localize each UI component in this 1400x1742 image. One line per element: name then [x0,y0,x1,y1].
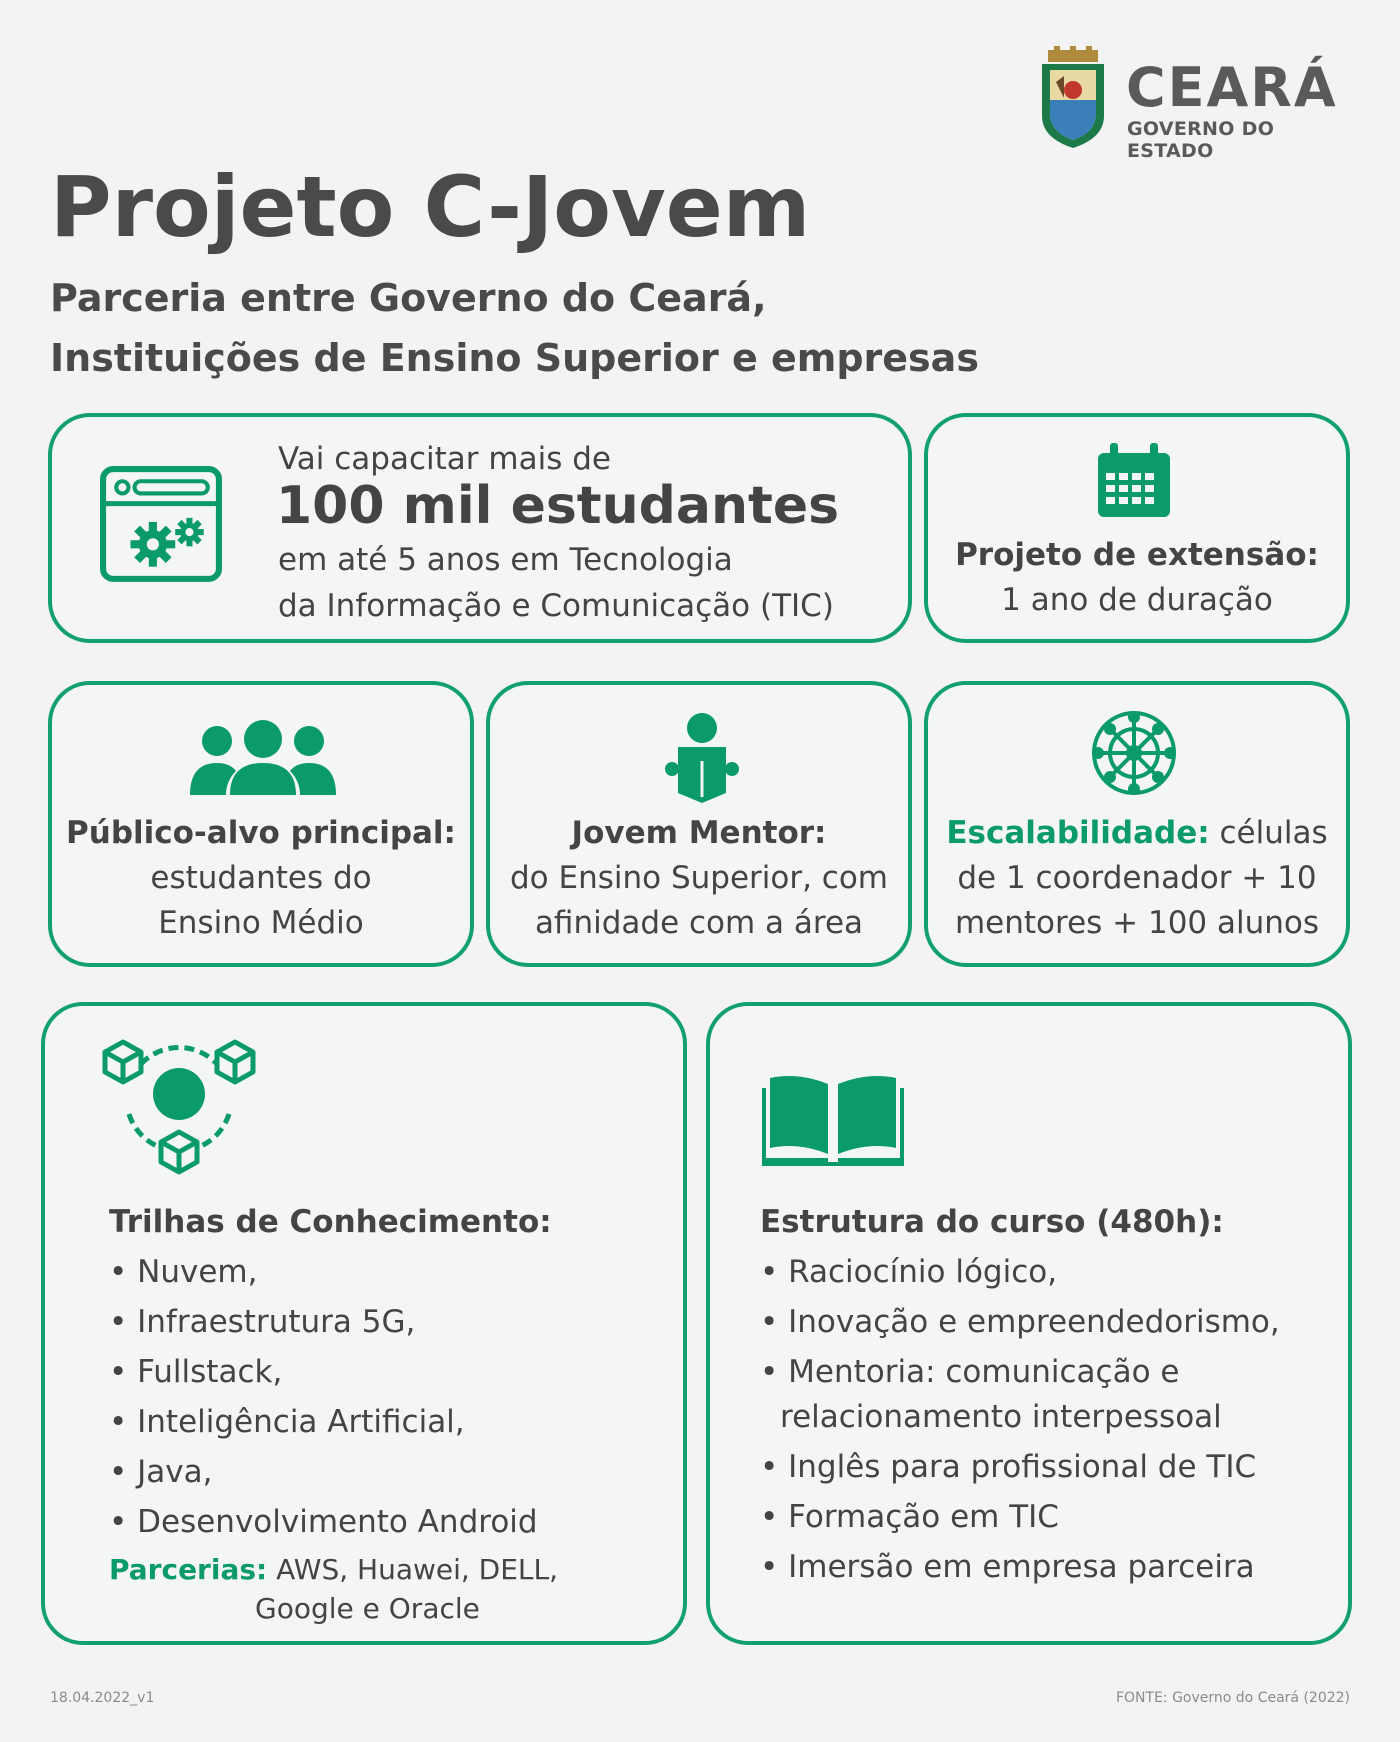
card-mentor [486,681,912,967]
card-publico [48,681,474,967]
escalabilidade-line-1 [928,811,1346,856]
publico-line-2: Ensino Médio [158,905,364,941]
browser-gears-icon [100,465,222,587]
capacitar-line-1: em até 5 anos em Tecnologia [278,542,733,578]
cubes-network-icon [101,1038,257,1178]
escalabilidade-line-3: mentores + 100 alunos [954,905,1320,941]
trilhas-item: • Fullstack, [109,1354,283,1390]
capacitar-line-2: da Informação e Comunicação (TIC) [278,588,834,624]
page-subtitle [50,268,979,388]
escalabilidade-label: Escalabilidade: [946,815,1210,851]
card-escalabilidade [924,681,1350,967]
estrutura-item: • Raciocínio lógico, [760,1254,1058,1290]
subtitle-line-2: Instituições de Ensino Superior e empresas [50,336,979,380]
capacitar-intro: Vai capacitar mais de [278,441,611,477]
card-estrutura [706,1002,1352,1645]
ceara-crest-icon [1034,46,1112,150]
estrutura-item: • Inglês para profissional de TIC [760,1449,1257,1485]
trilhas-item: • Infraestrutura 5G, [109,1304,416,1340]
page-title: Projeto C-Jovem [50,158,811,256]
trilhas-item: • Inteligência Artificial, [109,1404,465,1440]
network-icon [1088,707,1180,799]
capacitar-highlight: 100 mil estudantes [276,476,840,536]
trilhas-item: • Java, [109,1454,213,1490]
open-book-icon [762,1074,904,1166]
trilhas-heading: Trilhas de Conhecimento: [109,1204,552,1240]
trilhas-partners-text: AWS, Huawei, DELL, [267,1553,559,1586]
trilhas-item: • Nuvem, [109,1254,258,1290]
estrutura-item: • Inovação e empreendedorismo, [760,1304,1280,1340]
estrutura-item: • Mentoria: comunicação e [760,1354,1180,1390]
brand-subtitle: GOVERNO DO ESTADO [1127,118,1275,162]
brand-logo [1034,46,1354,162]
publico-line-1: estudantes do [150,860,372,896]
trilhas-partners-line-2: Google e Oracle [255,1592,480,1625]
card-extensao [924,413,1350,643]
card-trilhas [41,1002,687,1645]
trilhas-partners-line-1 [109,1551,558,1589]
estrutura-item: • Formação em TIC [760,1499,1059,1535]
footer-source: FONTE: Governo do Ceará (2022) [1115,1690,1350,1706]
people-icon [190,719,336,795]
mentor-line-1: do Ensino Superior, com [509,860,889,896]
publico-label: Público-alvo principal: [66,815,456,851]
estrutura-heading: Estrutura do curso (480h): [760,1204,1224,1240]
escalabilidade-line-2: de 1 coordenador + 10 [957,860,1317,896]
footer-version: 18.04.2022_v1 [50,1690,155,1706]
subtitle-line-1: Parceria entre Governo do Ceará, [50,276,767,320]
estrutura-item: relacionamento interpessoal [780,1399,1222,1435]
reader-icon [664,711,740,805]
mentor-label: Jovem Mentor: [571,815,827,851]
extensao-label: Projeto de extensão: [955,537,1319,573]
trilhas-partners-label: Parcerias: [109,1553,268,1586]
extensao-text: 1 ano de duração [1001,582,1273,618]
estrutura-item: • Imersão em empresa parceira [760,1549,1255,1585]
mentor-line-2: afinidade com a área [534,905,864,941]
escalabilidade-line-1-rest: células [1209,815,1328,851]
calendar-icon [1096,443,1172,519]
brand-name: CEARÁ [1126,56,1338,119]
card-capacitar [48,413,912,643]
trilhas-item: • Desenvolvimento Android [109,1504,538,1540]
